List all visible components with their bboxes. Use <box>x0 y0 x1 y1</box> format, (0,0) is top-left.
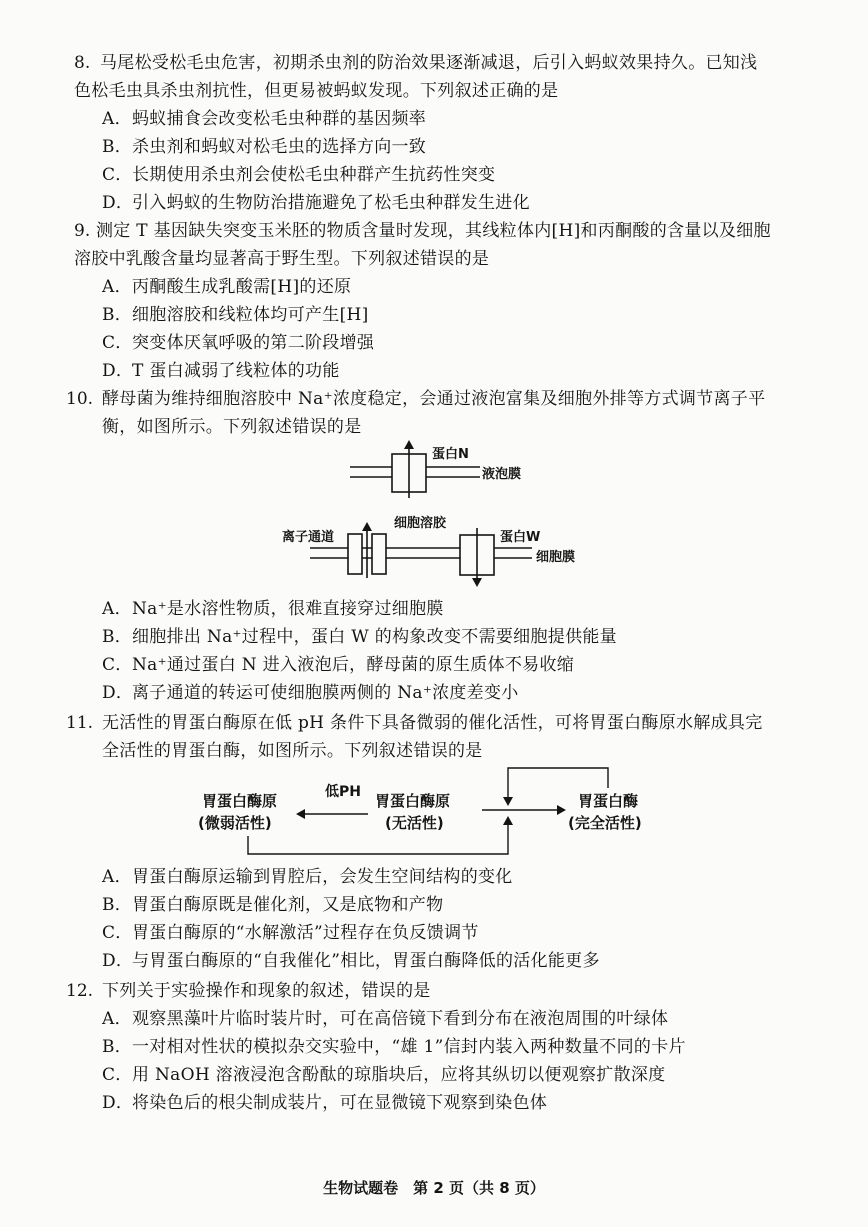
question-number: 8. <box>74 53 91 73</box>
ion-channel-label: 离子通道 <box>282 530 335 545</box>
arrow-head <box>503 816 513 825</box>
question-stem-line: 全活性的胃蛋白酶，如图所示。下列叙述错误的是 <box>102 741 483 761</box>
option-b: B．细胞溶胶和线粒体均可产生[H] <box>102 305 369 325</box>
protein-n-label: 蛋白N <box>432 447 469 462</box>
question-stem-line: 色松毛虫具杀虫剂抗性，但更易被蚂蚁发现。下列叙述正确的是 <box>74 81 559 101</box>
question-stem-line: 下列关于实验操作和现象的叙述，错误的是 <box>102 981 431 1001</box>
question-stem-line: 无活性的胃蛋白酶原在低 pH 条件下具备微弱的催化活性，可将胃蛋白酶原水解成具完 <box>102 713 763 733</box>
arrow-head <box>404 440 414 449</box>
ion-channel-right <box>372 534 386 574</box>
vacuole-membrane-label: 液泡膜 <box>482 467 522 482</box>
left-label-2: (微弱活性) <box>198 814 272 832</box>
left-label-1: 胃蛋白酶原 <box>202 792 278 810</box>
option-c: C．突变体厌氧呼吸的第二阶段增强 <box>102 333 375 353</box>
option-d: D．引入蚂蚁的生物防治措施避免了松毛虫种群发生进化 <box>102 193 530 213</box>
low-ph-label: 低PH <box>325 784 361 800</box>
question-stem-line: 酵母菌为维持细胞溶胶中 Na⁺浓度稳定，会通过液泡富集及细胞外排等方式调节离子平 <box>102 389 766 409</box>
option-b: B．胃蛋白酶原既是催化剂，又是底物和产物 <box>102 895 444 915</box>
arrow-head <box>296 809 305 819</box>
option-a: A．Na⁺是水溶性物质，很难直接穿过细胞膜 <box>102 599 444 619</box>
right-label-1: 胃蛋白酶 <box>578 792 639 810</box>
mid-label-2: (无活性) <box>385 814 444 832</box>
arrow-head <box>472 578 482 587</box>
option-c: C．长期使用杀虫剂会使松毛虫种群产生抗药性突变 <box>102 165 496 185</box>
question-number: 12. <box>66 981 94 1001</box>
question-number: 10. <box>66 389 94 409</box>
option-d: D．T 蛋白减弱了线粒体的功能 <box>102 361 340 381</box>
question-stem-line: 溶胶中乳酸含量均显著高于野生型。下列叙述错误的是 <box>74 249 490 269</box>
arrow-head <box>503 797 513 806</box>
option-c: C．胃蛋白酶原的“水解激活”过程存在负反馈调节 <box>102 923 479 943</box>
question-number: 9. <box>74 221 91 241</box>
option-c: C．Na⁺通过蛋白 N 进入液泡后，酵母菌的原生质体不易收缩 <box>102 655 575 675</box>
cell-membrane-label: 细胞膜 <box>536 550 576 565</box>
protein-w-label: 蛋白W <box>500 530 541 545</box>
option-d: D．离子通道的转运可使细胞膜两侧的 Na⁺浓度差变小 <box>102 683 519 703</box>
option-b: B．杀虫剂和蚂蚁对松毛虫的选择方向一致 <box>102 137 427 157</box>
option-a: A．观察黑藻叶片临时装片时，可在高倍镜下看到分布在液泡周围的叶绿体 <box>102 1009 669 1029</box>
pepsinogen-activation-diagram <box>190 762 670 862</box>
question-stem-line: 马尾松受松毛虫危害，初期杀虫剂的防治效果逐渐减退，后引入蚂蚁效果持久。已知浅 <box>100 53 758 73</box>
pepsinogen-feedback-line <box>248 822 508 854</box>
question-number: 11. <box>66 713 94 733</box>
cytosol-label: 细胞溶胶 <box>394 516 447 531</box>
page-footer: 生物试题卷 第 2 页（共 8 页） <box>323 1179 545 1197</box>
option-d: D．与胃蛋白酶原的“自我催化”相比，胃蛋白酶降低的活化能更多 <box>102 951 600 971</box>
option-a: A．蚂蚁捕食会改变松毛虫种群的基因频率 <box>102 109 427 129</box>
question-stem-line: 测定 T 基因缺失突变玉米胚的物质含量时发现，其线粒体内[H]和丙酮酸的含量以及细胞 <box>96 221 771 241</box>
arrow-head <box>362 522 372 531</box>
question-stem-line: 衡，如图所示。下列叙述错误的是 <box>102 417 362 437</box>
option-c: C．用 NaOH 溶液浸泡含酚酞的琼脂块后，应将其纵切以便观察扩散深度 <box>102 1065 666 1085</box>
option-b: B．细胞排出 Na⁺过程中，蛋白 W 的构象改变不需要细胞提供能量 <box>102 627 617 647</box>
option-b: B．一对相对性状的模拟杂交实验中，“雄 1”信封内装入两种数量不同的卡片 <box>102 1037 686 1057</box>
mid-label-1: 胃蛋白酶原 <box>375 792 451 810</box>
ion-channel-left <box>348 534 362 574</box>
arrow-head <box>557 805 566 815</box>
right-label-2: (完全活性) <box>568 814 642 832</box>
option-d: D．将染色后的根尖制成装片，可在显微镜下观察到染色体 <box>102 1093 548 1113</box>
ion-transport-diagram <box>270 438 610 590</box>
option-a: A．丙酮酸生成乳酸需[H]的还原 <box>102 277 352 297</box>
option-a: A．胃蛋白酶原运输到胃腔后，会发生空间结构的变化 <box>102 867 513 887</box>
